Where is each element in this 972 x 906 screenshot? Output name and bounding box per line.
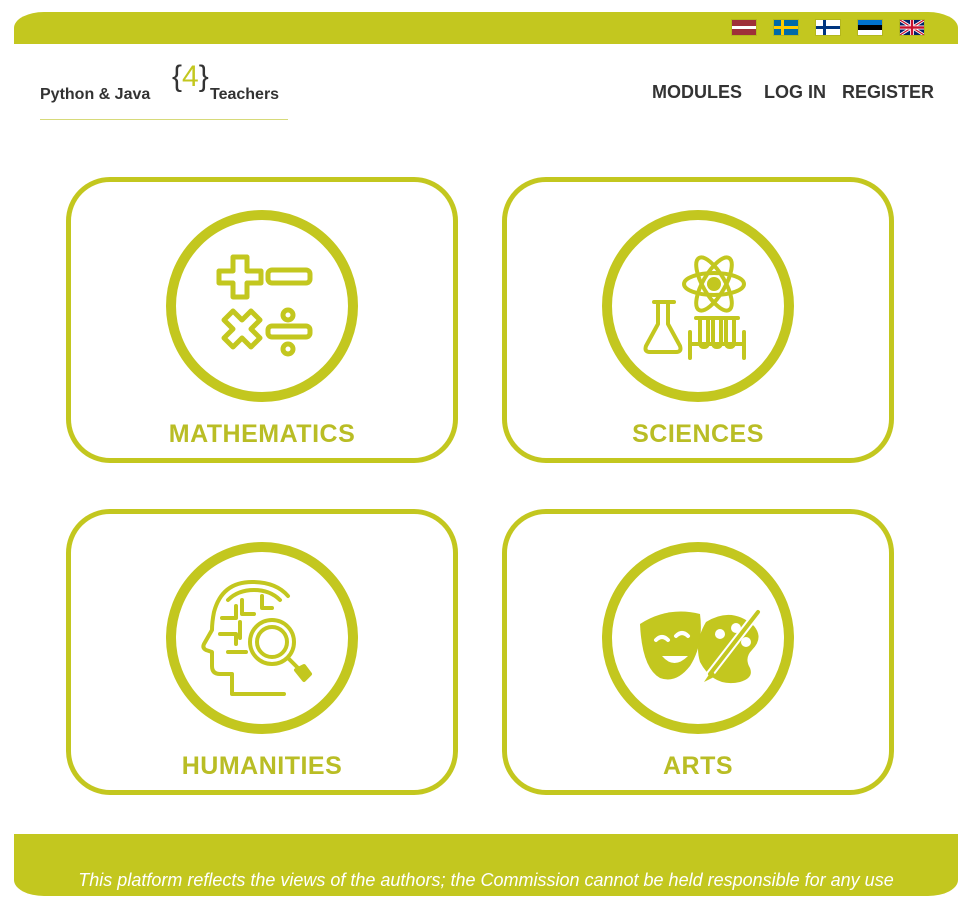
site-logo[interactable]: [40, 58, 290, 120]
category-circle: [166, 542, 358, 734]
science-lab-icon: [612, 220, 784, 392]
latvia-flag-icon[interactable]: [732, 20, 756, 35]
footer: [14, 834, 958, 896]
sweden-flag-icon[interactable]: [774, 20, 798, 35]
head-magnifier-icon: [176, 552, 348, 724]
theatre-masks-palette-icon: [612, 552, 784, 724]
category-card-humanities[interactable]: [66, 509, 458, 795]
category-circle: [602, 542, 794, 734]
nav-register-link[interactable]: REGISTER: [841, 82, 934, 102]
uk-flag-icon[interactable]: [900, 20, 924, 35]
logo-text-left: Python & Java: [40, 86, 151, 103]
category-card-arts[interactable]: [502, 509, 894, 795]
logo-underline: [40, 119, 288, 120]
language-selector: [732, 20, 924, 35]
category-card-mathematics[interactable]: [66, 177, 458, 463]
nav-modules-link[interactable]: MODULES: [651, 82, 742, 102]
logo-four: {4}: [172, 60, 209, 93]
math-operators-icon: [176, 220, 348, 392]
main-nav: [652, 82, 934, 103]
finland-flag-icon[interactable]: [816, 20, 840, 35]
category-label: ARTS: [662, 752, 734, 780]
category-circle: [166, 210, 358, 402]
nav-login-link[interactable]: LOG IN: [763, 82, 826, 102]
category-circle: [602, 210, 794, 402]
estonia-flag-icon[interactable]: [858, 20, 882, 35]
footer-disclaimer: This platform reflects the views of the authors; the Commission cannot be held responsible for any use: [78, 870, 894, 890]
category-label: SCIENCES: [632, 420, 764, 448]
category-card-sciences[interactable]: [502, 177, 894, 463]
category-label: HUMANITIES: [181, 752, 343, 780]
category-label: MATHEMATICS: [168, 420, 356, 448]
logo-text-right: Teachers: [210, 86, 280, 103]
